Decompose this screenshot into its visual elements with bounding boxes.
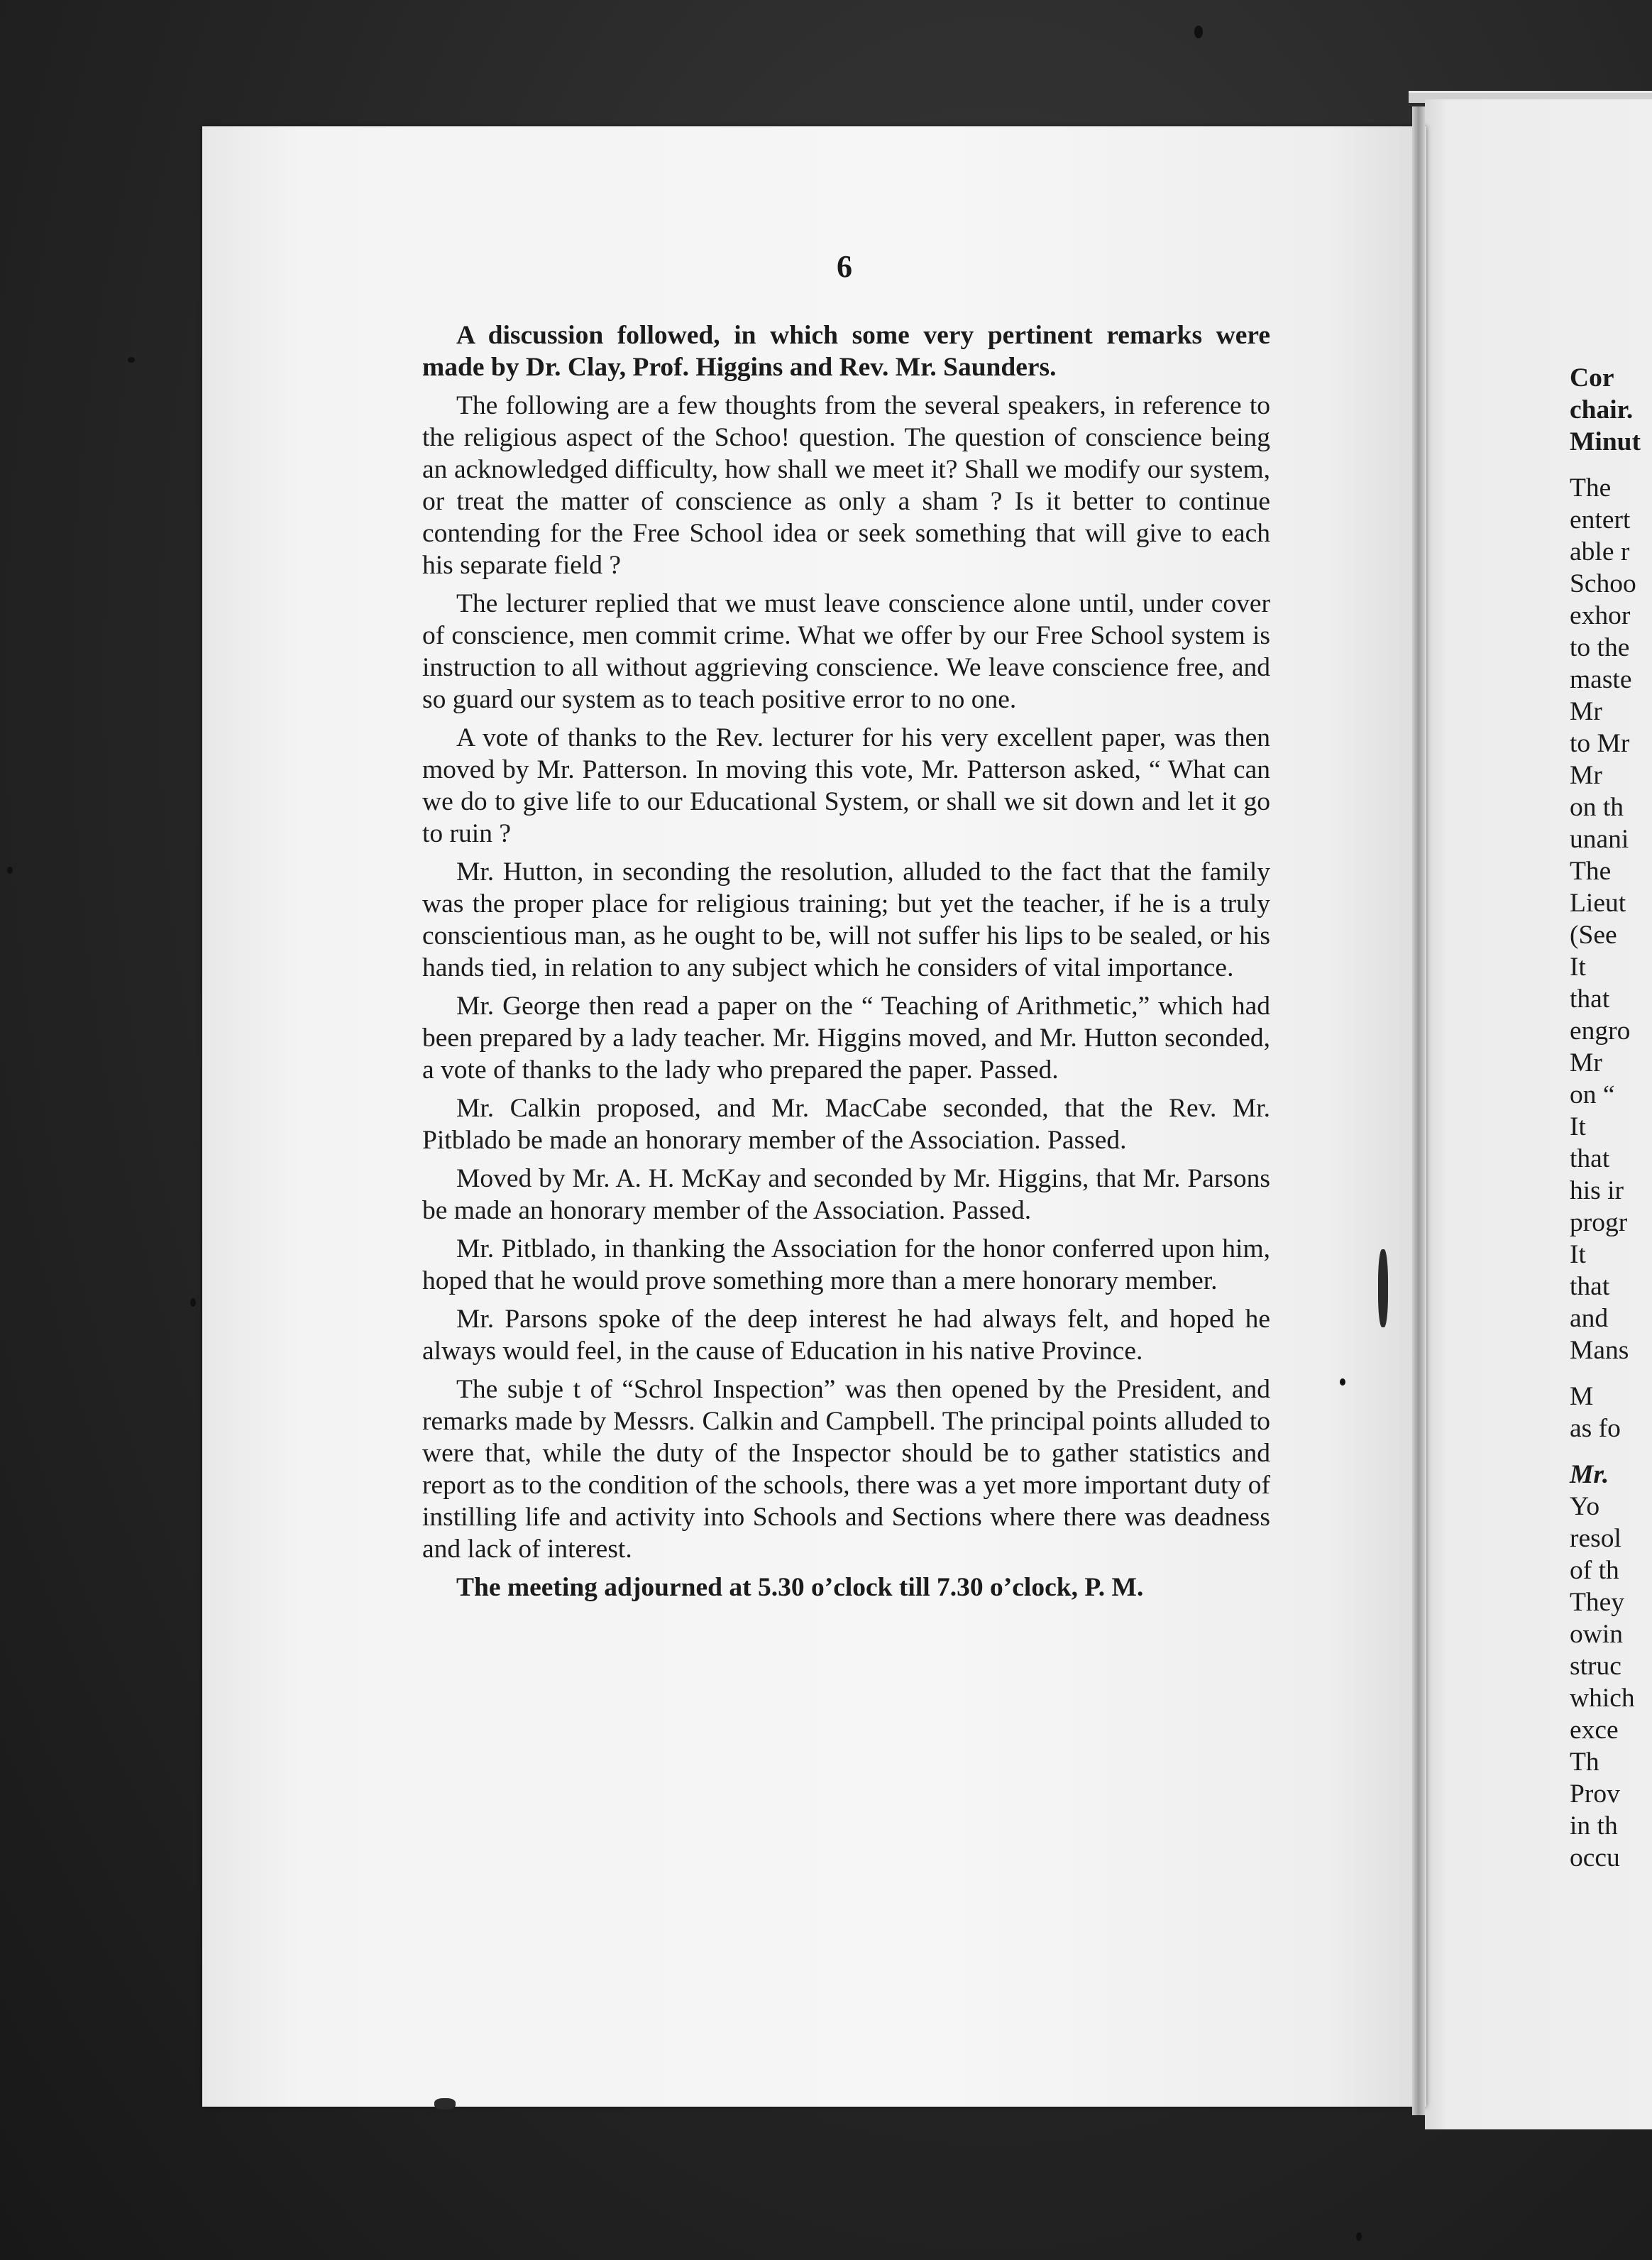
paragraph: Mr. George then read a paper on the “ Teaching of Arithmetic,” which had been prepared by a lady teacher. Mr. Higgins moved, and Mr. Hutton seconded, a vote of thanks to the lady who prepared the paper. Passed. [422, 992, 1270, 1085]
facing-page-line: to Mr [1570, 729, 1630, 758]
scan-speck [1194, 26, 1203, 38]
facing-page-line: resol [1570, 1524, 1621, 1553]
facing-page-line [1570, 1444, 1652, 1459]
facing-page-line: maste [1570, 665, 1632, 694]
facing-page-line: of th [1570, 1556, 1619, 1585]
facing-page-line: Prov [1570, 1779, 1620, 1809]
paragraph: A discussion followed, in which some very pertinent remarks were made by Dr. Clay, Prof. Higgins and Rev. Mr. Saunders. [422, 321, 1270, 382]
paragraph: Mr. Parsons spoke of the deep interest he had always felt, and hoped he always would feel, in the cause of Education in his native Province. [422, 1305, 1270, 1366]
facing-page-line: exhor [1570, 601, 1631, 630]
facing-page-line: as fo [1570, 1414, 1621, 1443]
scan-smudge [434, 2098, 456, 2110]
facing-page-line: It [1570, 1240, 1586, 1269]
book-gutter [1412, 106, 1425, 2115]
paragraph: Mr. Calkin proposed, and Mr. MacCabe seconded, that the Rev. Mr. Pitblado be made an honorary member of the Association. Passed. [422, 1094, 1270, 1155]
facing-page-line: that [1570, 984, 1610, 1014]
facing-page-line: Mr [1570, 697, 1602, 726]
facing-page-line: Mr. [1570, 1460, 1609, 1489]
facing-page-line: Yo [1570, 1492, 1600, 1521]
facing-page-line: to the [1570, 633, 1630, 662]
paragraph: The following are a few thoughts from the several speakers, in reference to the religious aspect of the Schoo! question. The question of conscience being an acknowledged difficulty, how shall we meet it? Shall we modify our system, or treat the matter of conscience as only a sham ? Is it better to continue contending for the Free School idea or seek something that will give to each his separate field ? [422, 391, 1270, 580]
facing-page-line: Lieut [1570, 889, 1626, 918]
scan-speck [7, 867, 13, 874]
facing-page-line: chair. [1570, 395, 1634, 424]
scan-speck [190, 1298, 196, 1307]
facing-page-line: his ir [1570, 1176, 1624, 1205]
paragraph: Mr. Pitblado, in thanking the Association for the honor conferred upon him, hoped that he would prove something more than a mere honorary member. [422, 1234, 1270, 1295]
facing-page-line: owin [1570, 1620, 1623, 1649]
facing-page-line: which [1570, 1684, 1635, 1713]
facing-page-line: exce [1570, 1716, 1619, 1745]
facing-page-line [1570, 1366, 1652, 1381]
facing-page-line: Minut [1570, 427, 1641, 456]
facing-page-line: entert [1570, 505, 1631, 534]
facing-page-line: Mr [1570, 761, 1602, 790]
facing-page-line: and [1570, 1304, 1609, 1333]
page-number: 6 [837, 249, 852, 284]
paragraph: Mr. Hutton, in seconding the resolution, alluded to the fact that the family was the proper place for religious training; but yet the teacher, if he is a truly conscientious man, as he ought to be, will not suffer his lips to be sealed, or his hands tied, in relation to any subject which he considers of vital importance. [422, 857, 1270, 982]
facing-page-line: They [1570, 1588, 1625, 1617]
facing-page-line: Schoo [1570, 569, 1636, 598]
page-body [422, 319, 1270, 1610]
facing-page-line: It [1570, 1112, 1586, 1141]
facing-page-line: M [1570, 1382, 1594, 1411]
facing-page-line: on “ [1570, 1080, 1615, 1109]
facing-page-line: able r [1570, 537, 1630, 566]
facing-page-line: in th [1570, 1811, 1618, 1841]
facing-page-line: Cor [1570, 363, 1614, 393]
facing-page-line: The [1570, 857, 1612, 886]
paragraph: The lecturer replied that we must leave conscience alone until, under cover of conscience, men commit crime. What we offer by our Free School system is instruction to all without aggrieving conscience. We leave conscience free, and so guard our system as to teach positive error to no one. [422, 589, 1270, 714]
facing-page-text [1570, 362, 1652, 1874]
facing-page-line: occu [1570, 1843, 1620, 1872]
scan-speck [1356, 2232, 1362, 2241]
paragraph: A vote of thanks to the Rev. lecturer for his very excellent paper, was then moved by Mr. Patterson. In moving this vote, Mr. Patterson asked, “ What can we do to give life to our Educational System, or shall we sit down and let it go to ruin ? [422, 723, 1270, 848]
facing-page-line: Th [1570, 1748, 1599, 1777]
facing-page-line [1570, 458, 1652, 472]
scan-speck [128, 357, 135, 363]
facing-page-line: progr [1570, 1208, 1628, 1237]
facing-page-line: on th [1570, 793, 1624, 822]
facing-page-line: struc [1570, 1652, 1621, 1681]
facing-page-line: that [1570, 1144, 1610, 1173]
facing-page-line: Mr [1570, 1048, 1602, 1077]
scan-smudge [1378, 1249, 1388, 1327]
facing-page-line: Mans [1570, 1336, 1629, 1365]
paragraph: The meeting adjourned at 5.30 o’clock till 7.30 o’clock, P. M. [456, 1573, 1144, 1602]
scan-speck [1340, 1378, 1345, 1386]
facing-page-line: It [1570, 953, 1586, 982]
paragraph: The subje t of “Schrol Inspection” was then opened by the President, and remarks made by Messrs. Calkin and Campbell. The principal points alluded to were that, while the duty of the Inspector should be to gather statistics and report as to the condition of the schools, there was a yet more important duty of instilling life and activity into Schools and Sections where there was deadness and lack of interest. [422, 1375, 1270, 1564]
facing-page-line: engro [1570, 1016, 1631, 1046]
facing-page-line: unani [1570, 825, 1629, 854]
facing-page-line: The [1570, 473, 1612, 503]
paragraph: Moved by Mr. A. H. McKay and seconded by Mr. Higgins, that Mr. Parsons be made an honorary member of the Association. Passed. [422, 1164, 1270, 1225]
facing-page-line: (See [1570, 921, 1617, 950]
facing-page-line: that [1570, 1272, 1610, 1301]
